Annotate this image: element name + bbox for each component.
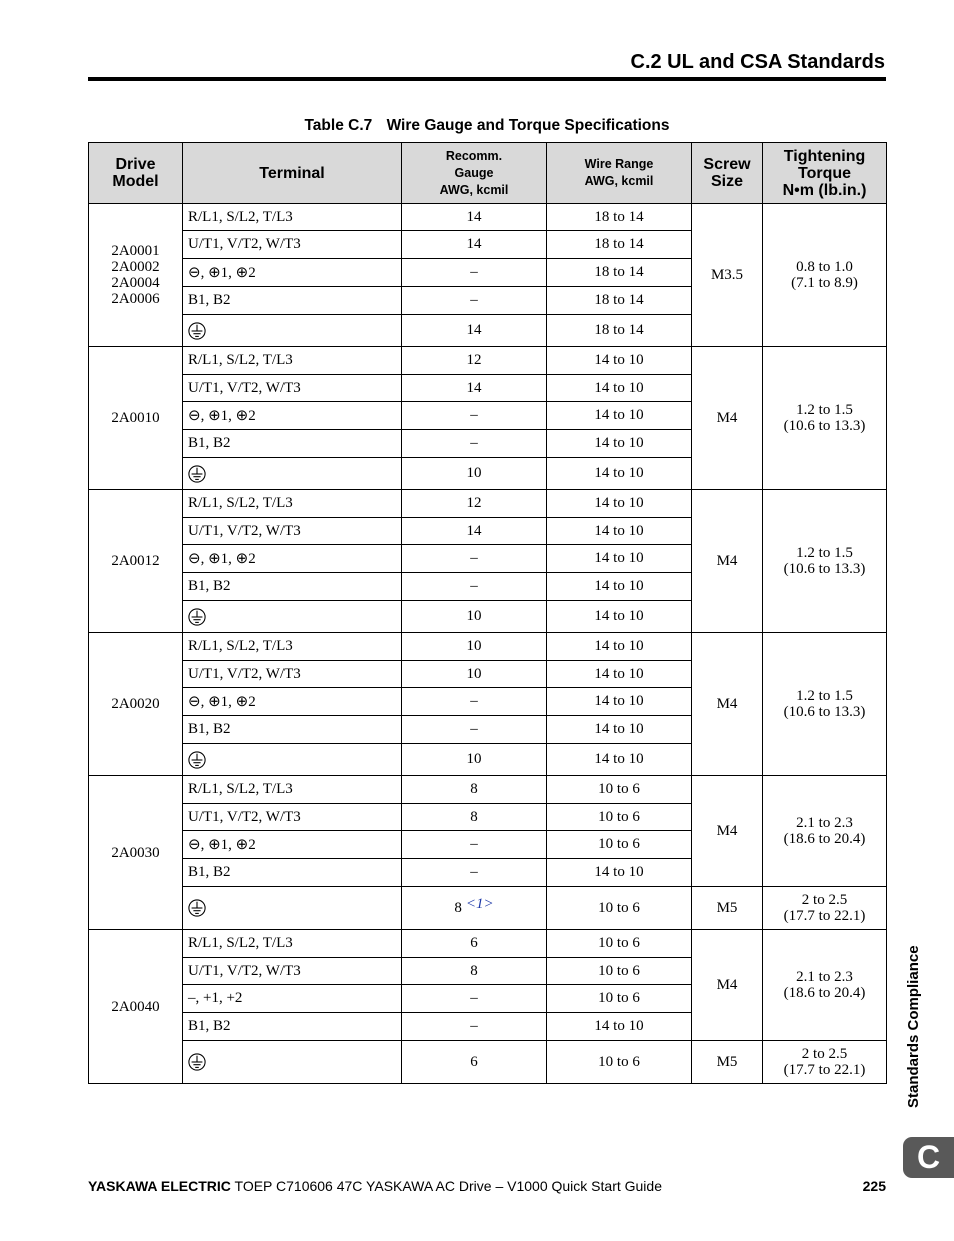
wire-range-cell: 18 to 14 (547, 287, 692, 315)
terminal-cell: R/L1, S/L2, T/L3 (183, 347, 402, 375)
terminal-cell: ⊖, ⊕1, ⊕2 (183, 688, 402, 716)
ground-icon (188, 899, 206, 917)
wire-range-cell: 14 to 10 (547, 458, 692, 490)
drive-model-cell: 2A0020 (89, 633, 183, 776)
terminal-cell: U/T1, V/T2, W/T3 (183, 518, 402, 545)
side-tab-label: Standards Compliance (905, 945, 922, 1108)
footer-brand: YASKAWA ELECTRIC (88, 1178, 231, 1194)
wire-range-cell: 10 to 6 (547, 958, 692, 985)
wire-range-cell: 10 to 6 (547, 776, 692, 804)
ground-screw-size-cell: M5 (692, 887, 763, 930)
ground-icon (188, 1053, 206, 1071)
wire-range-cell: 14 to 10 (547, 716, 692, 744)
wire-range-cell: 14 to 10 (547, 744, 692, 776)
terminal-cell: B1, B2 (183, 859, 402, 887)
terminal-cell: U/T1, V/T2, W/T3 (183, 661, 402, 688)
wire-range-cell: 18 to 14 (547, 204, 692, 231)
gauge-cell: – (402, 545, 547, 573)
gauge-cell: – (402, 573, 547, 601)
ground-icon (188, 465, 206, 483)
wire-range-cell: 10 to 6 (547, 831, 692, 859)
header-screw-size: Screw Size (692, 143, 763, 204)
gauge-cell: – (402, 859, 547, 887)
table-number: Table C.7 (304, 117, 373, 134)
gauge-cell: 10 (402, 661, 547, 688)
gauge-cell: – (402, 402, 547, 430)
gauge-cell: 8 (402, 958, 547, 985)
gauge-cell: 10 (402, 633, 547, 661)
wire-range-cell: 18 to 14 (547, 259, 692, 287)
terminal-cell: U/T1, V/T2, W/T3 (183, 375, 402, 402)
table-row (89, 204, 887, 231)
terminal-cell: B1, B2 (183, 573, 402, 601)
torque-cell: 2.1 to 2.3 (18.6 to 20.4) (763, 930, 887, 1041)
terminal-cell: U/T1, V/T2, W/T3 (183, 231, 402, 259)
terminal-cell: R/L1, S/L2, T/L3 (183, 930, 402, 958)
terminal-cell: B1, B2 (183, 1013, 402, 1041)
gauge-cell: – (402, 716, 547, 744)
wire-range-cell: 14 to 10 (547, 661, 692, 688)
wire-range-cell: 10 to 6 (547, 804, 692, 831)
drive-model-cell: 2A0001 2A0002 2A0004 2A0006 (89, 204, 183, 347)
gauge-cell: – (402, 287, 547, 315)
terminal-cell: R/L1, S/L2, T/L3 (183, 204, 402, 231)
gauge-cell: 8 (402, 804, 547, 831)
ground-screw-size-cell: M5 (692, 1041, 763, 1084)
table-row (89, 1041, 887, 1084)
screw-size-cell: M4 (692, 347, 763, 490)
ground-icon (188, 608, 206, 626)
wire-range-cell: 14 to 10 (547, 1013, 692, 1041)
wire-range-cell: 10 to 6 (547, 930, 692, 958)
table-row (89, 490, 887, 518)
gauge-cell: 14 (402, 204, 547, 231)
gauge-cell: 8 <1> (402, 887, 547, 930)
header-drive-model: Drive Model (89, 143, 183, 204)
screw-size-cell: M4 (692, 490, 763, 633)
drive-model-cell: 2A0010 (89, 347, 183, 490)
terminal-cell: ⊖, ⊕1, ⊕2 (183, 259, 402, 287)
wire-range-cell: 14 to 10 (547, 633, 692, 661)
section-title: C.2 UL and CSA Standards (630, 51, 885, 73)
wire-range-cell: 14 to 10 (547, 402, 692, 430)
gauge-cell: 12 (402, 490, 547, 518)
gauge-cell: – (402, 985, 547, 1013)
torque-cell: 1.2 to 1.5 (10.6 to 13.3) (763, 633, 887, 776)
page-number: 225 (862, 1178, 886, 1194)
terminal-cell: ⊖, ⊕1, ⊕2 (183, 545, 402, 573)
gauge-cell: – (402, 430, 547, 458)
table-title: Wire Gauge and Torque Specifications (386, 117, 670, 134)
terminal-cell: B1, B2 (183, 287, 402, 315)
wire-range-cell: 14 to 10 (547, 518, 692, 545)
wire-range-cell: 14 to 10 (547, 601, 692, 633)
footer-doc: TOEP C710606 47C YASKAWA AC Drive – V1000 Quick Start Guide (234, 1178, 662, 1194)
gauge-cell: 14 (402, 231, 547, 259)
chapter-tab: C (903, 1137, 954, 1178)
wire-range-cell: 14 to 10 (547, 545, 692, 573)
torque-cell: 0.8 to 1.0 (7.1 to 8.9) (763, 204, 887, 347)
table-row (89, 930, 887, 958)
ground-icon (188, 322, 206, 340)
gauge-cell: 10 (402, 601, 547, 633)
gauge-cell: 12 (402, 347, 547, 375)
drive-model-cell: 2A0040 (89, 930, 183, 1084)
ground-icon (188, 751, 206, 769)
terminal-cell: U/T1, V/T2, W/T3 (183, 804, 402, 831)
screw-size-cell: M4 (692, 930, 763, 1041)
header-torque: Tightening Torque N•m (lb.in.) (763, 143, 887, 204)
table-row (89, 776, 887, 804)
gauge-cell: 6 (402, 930, 547, 958)
ground-torque-cell: 2 to 2.5 (17.7 to 22.1) (763, 1041, 887, 1084)
wire-range-cell: 10 to 6 (547, 1041, 692, 1084)
wire-range-cell: 14 to 10 (547, 573, 692, 601)
wire-range-cell: 18 to 14 (547, 231, 692, 259)
gauge-cell: 10 (402, 744, 547, 776)
wire-range-cell: 10 to 6 (547, 985, 692, 1013)
terminal-cell: U/T1, V/T2, W/T3 (183, 958, 402, 985)
gauge-cell: 14 (402, 315, 547, 347)
terminal-cell: R/L1, S/L2, T/L3 (183, 776, 402, 804)
header-terminal: Terminal (183, 143, 402, 204)
torque-cell: 2.1 to 2.3 (18.6 to 20.4) (763, 776, 887, 887)
wire-gauge-table (88, 142, 887, 1084)
terminal-cell: B1, B2 (183, 716, 402, 744)
screw-size-cell: M4 (692, 633, 763, 776)
terminal-cell: R/L1, S/L2, T/L3 (183, 490, 402, 518)
terminal-cell (183, 601, 402, 633)
terminal-cell: –, +1, +2 (183, 985, 402, 1013)
footer (88, 1178, 886, 1194)
terminal-cell: ⊖, ⊕1, ⊕2 (183, 402, 402, 430)
table-row (89, 887, 887, 930)
wire-range-cell: 14 to 10 (547, 430, 692, 458)
gauge-cell: 10 (402, 458, 547, 490)
terminal-cell (183, 458, 402, 490)
table-row (89, 633, 887, 661)
gauge-cell: 14 (402, 375, 547, 402)
header-rule (88, 77, 886, 81)
header-row (89, 143, 887, 204)
terminal-cell (183, 887, 402, 930)
wire-range-cell: 14 to 10 (547, 347, 692, 375)
terminal-cell (183, 315, 402, 347)
header-wire-range: Wire Range AWG, kcmil (547, 143, 692, 204)
drive-model-cell: 2A0012 (89, 490, 183, 633)
gauge-cell: – (402, 259, 547, 287)
ground-torque-cell: 2 to 2.5 (17.7 to 22.1) (763, 887, 887, 930)
wire-range-cell: 18 to 14 (547, 315, 692, 347)
terminal-cell (183, 744, 402, 776)
table-caption (0, 117, 954, 135)
header-recomm-gauge: Recomm. Gauge AWG, kcmil (402, 143, 547, 204)
table-row (89, 347, 887, 375)
footnote-link[interactable]: <1> (465, 895, 494, 912)
terminal-cell (183, 1041, 402, 1084)
terminal-cell: R/L1, S/L2, T/L3 (183, 633, 402, 661)
gauge-cell: 14 (402, 518, 547, 545)
terminal-cell: B1, B2 (183, 430, 402, 458)
torque-cell: 1.2 to 1.5 (10.6 to 13.3) (763, 347, 887, 490)
gauge-cell: 6 (402, 1041, 547, 1084)
gauge-cell: – (402, 1013, 547, 1041)
wire-range-cell: 14 to 10 (547, 490, 692, 518)
terminal-cell: ⊖, ⊕1, ⊕2 (183, 831, 402, 859)
torque-cell: 1.2 to 1.5 (10.6 to 13.3) (763, 490, 887, 633)
screw-size-cell: M4 (692, 776, 763, 887)
gauge-cell: – (402, 688, 547, 716)
screw-size-cell: M3.5 (692, 204, 763, 347)
wire-range-cell: 14 to 10 (547, 688, 692, 716)
wire-range-cell: 14 to 10 (547, 859, 692, 887)
wire-range-cell: 10 to 6 (547, 887, 692, 930)
gauge-cell: 8 (402, 776, 547, 804)
wire-range-cell: 14 to 10 (547, 375, 692, 402)
drive-model-cell: 2A0030 (89, 776, 183, 930)
gauge-cell: – (402, 831, 547, 859)
